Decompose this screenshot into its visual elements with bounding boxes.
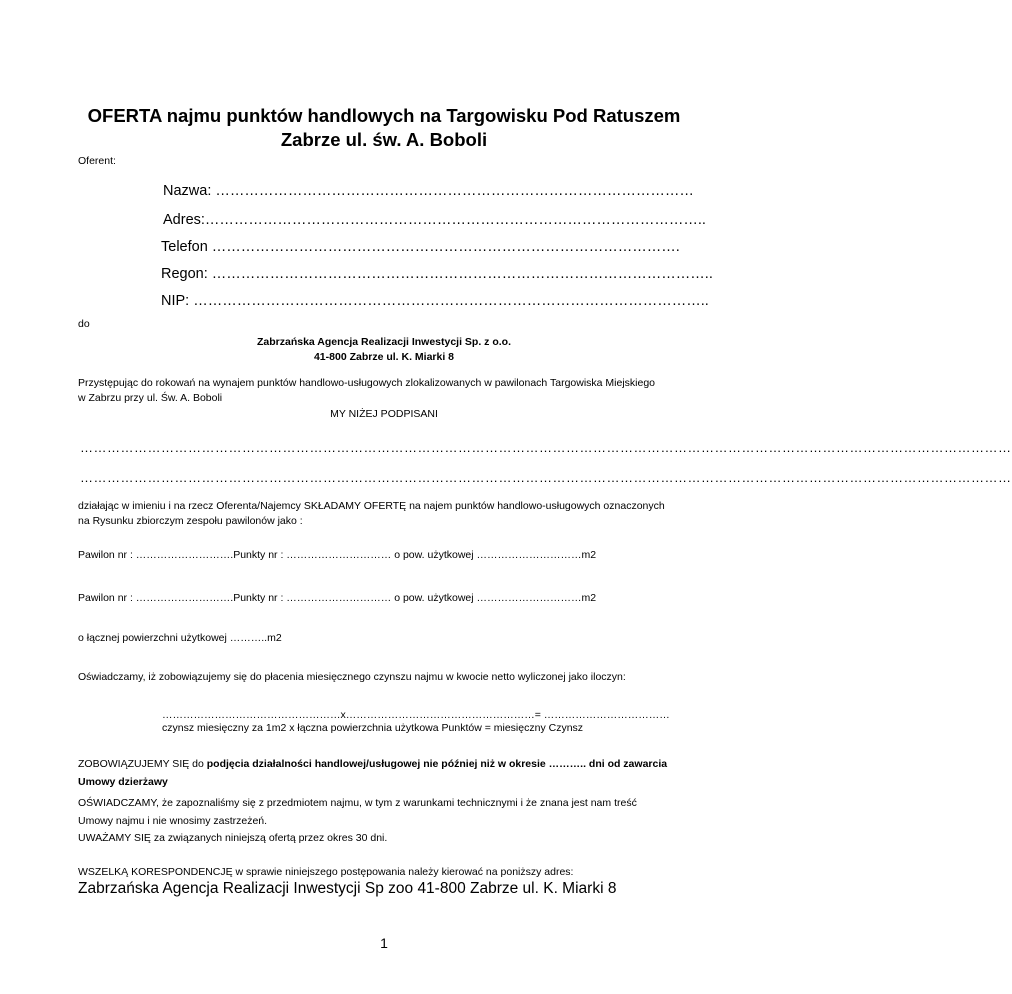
recipient-address: 41-800 Zabrze ul. K. Miarki 8 (313, 351, 455, 363)
page-number: 1 (380, 935, 388, 951)
adres-field: Adres:………………………………………………………………………………………….. (163, 212, 706, 228)
acting-line-2: na Rysunku zbiorczym zespołu pawilonów jako : (78, 515, 303, 527)
regon-field: Regon: ………………………………………………………………………………………….. (161, 266, 713, 282)
pawilon-line-2: Pawilon nr : ……………………….Punkty nr : ………………………… o pow. użytkowej …………………………m2 (78, 592, 597, 604)
oswiadczamy-line-1: OŚWIADCZAMY, że zapoznaliśmy się z przedmiotem najmu, w tym z warunkami technicznymi i że znana jest nam treść (78, 797, 637, 809)
title-line-2: Zabrze ul. św. A. Boboli (280, 129, 488, 150)
intro-line-1: Przystępując do rokowań na wynajem punktów handlowo-usługowych zlokalizowanych w pawilonach Targowiska Miejskiego (78, 377, 656, 389)
zobowiazujemy-line-2: Umowy dzierżawy (78, 776, 168, 788)
korespondencja-line: WSZELKĄ KORESPONDENCJĘ w sprawie niniejszego postępowania należy kierować na poniższy adres: (78, 866, 574, 878)
nip-field: NIP: …………………………………………………………………………………………….. (161, 293, 709, 309)
nazwa-field: Nazwa: ……………………………………………………………………………………… (163, 183, 694, 199)
intro-line-2: w Zabrzu przy ul. Św. A. Boboli (78, 392, 223, 404)
my-nizej-podpisani: MY NIŻEJ PODPISANI (330, 408, 438, 420)
telefon-field: Telefon ……………………………………………………………………………………. (161, 239, 680, 255)
formula-caption: czynsz miesięczny za 1m2 x łączna powierzchnia użytkowa Punktów = miesięczny Czynsz (162, 722, 584, 734)
oswiadczamy-line-2: Umowy najmu i nie wnosimy zastrzeżeń. (78, 815, 268, 827)
uwazamy-line: UWAŻAMY SIĘ za związanych niniejszą ofertą przez okres 30 dni. (78, 832, 388, 844)
signatory-dotted-line-1: ……………………………………………………………………………………………………………………………………………………………………………………… (80, 440, 1012, 455)
zobowiazujemy-prefix: ZOBOWIĄZUJEMY SIĘ do (78, 758, 207, 770)
document-title (60, 104, 708, 152)
do-label: do (78, 318, 90, 330)
zobowiazujemy-bold: podjęcia działalności handlowej/usługowej nie później niż w okresie ……….. dni od zawarcia (206, 758, 668, 770)
oferent-label: Oferent: (78, 155, 116, 167)
recipient-name: Zabrzańska Agencja Realizacji Inwestycji Sp. z o.o. (256, 336, 512, 348)
title-line-1: OFERTA najmu punktów handlowych na Targowisku Pod Ratuszem (87, 105, 681, 126)
pawilon-line-1: Pawilon nr : ……………………….Punkty nr : ………………………… o pow. użytkowej …………………………m2 (78, 549, 597, 561)
correspondence-address: Zabrzańska Agencja Realizacji Inwestycji Sp zoo 41-800 Zabrze ul. K. Miarki 8 (78, 880, 617, 897)
oswiadczamy-czynsz: Oświadczamy, iż zobowiązujemy się do płacenia miesięcznego czynszu najmu w kwocie netto wyliczonej jako iloczyn: (78, 671, 626, 683)
total-area-line: o łącznej powierzchni użytkowej ………..m2 (78, 632, 282, 644)
zobowiazujemy-line-1 (78, 758, 668, 770)
acting-line-1: działając w imieniu i na rzecz Oferenta/Najemcy SKŁADAMY OFERTĘ na najem punktów handlowo-usługowych oznaczonych (78, 500, 665, 512)
formula-dots: ……………………………………………x………………………………………………= ……………………………… (162, 709, 670, 721)
signatory-dotted-line-2: ……………………………………………………………………………………………………………………………………………………………………………………… (80, 470, 1012, 485)
